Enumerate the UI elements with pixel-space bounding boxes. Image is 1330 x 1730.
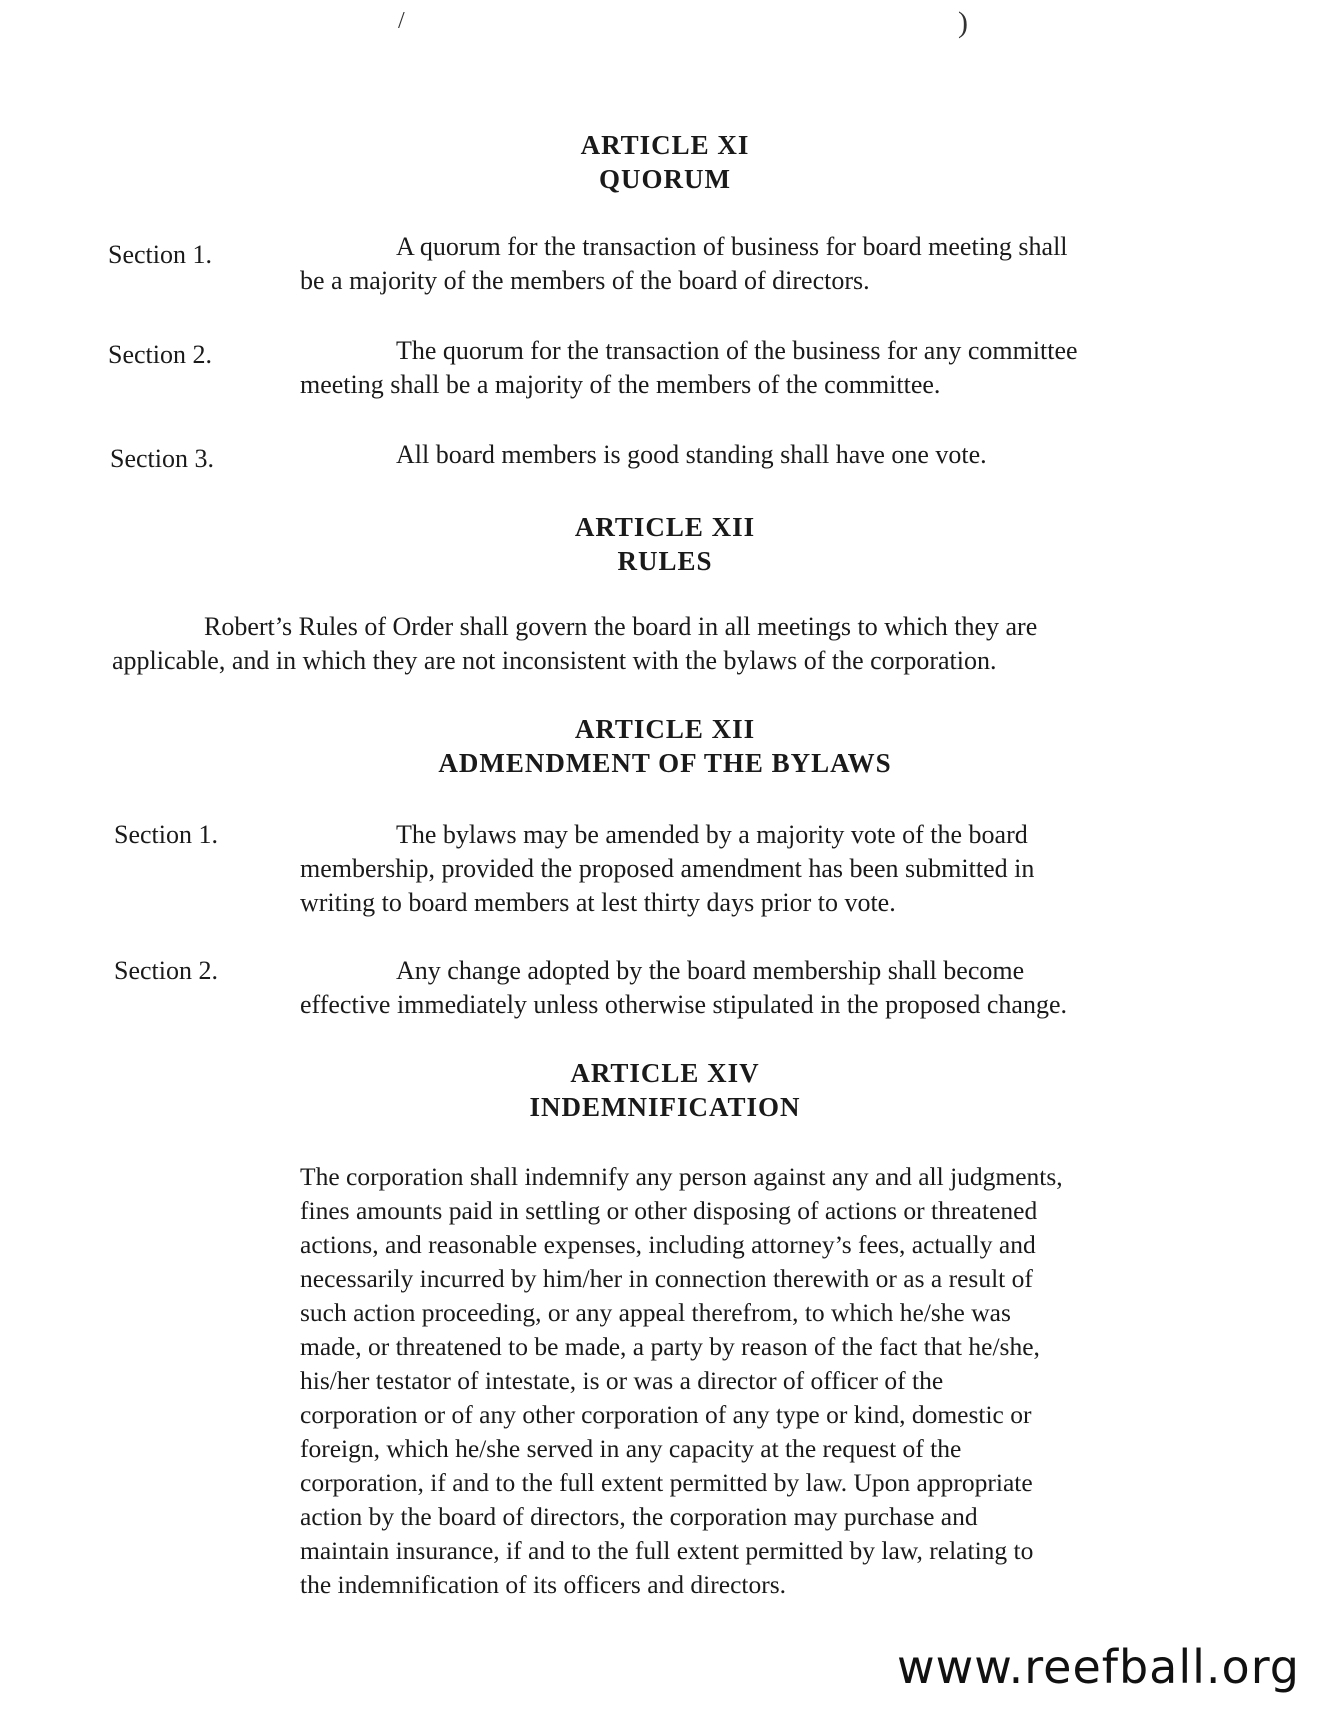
article-xii-amend-title: ARTICLE XII	[574, 714, 756, 744]
text-line: foreign, which he/she served in any capacity at the request of the	[300, 1434, 962, 1463]
section-label: Section 3.	[110, 444, 214, 473]
text-line: be a majority of the members of the board of directors.	[300, 266, 870, 295]
text-line: maintain insurance, if and to the full extent permitted by law, relating to	[300, 1536, 1034, 1565]
article-xii-subtitle: RULES	[617, 546, 713, 576]
scan-mark: /	[398, 8, 405, 34]
section-label: Section 2.	[114, 956, 218, 985]
section-label: Section 1.	[114, 820, 218, 849]
section-text	[300, 818, 1034, 920]
text-line: writing to board members at lest thirty days prior to vote.	[300, 888, 896, 917]
text-line: The quorum for the transaction of the business for any committee	[396, 336, 1078, 365]
text-line: the indemnification of its officers and directors.	[300, 1570, 787, 1599]
text-line: effective immediately unless otherwise stipulated in the proposed change.	[300, 990, 1068, 1019]
text-line: corporation or of any other corporation of any type or kind, domestic or	[300, 1400, 1032, 1429]
article-xiv-title: ARTICLE XIV	[570, 1058, 760, 1088]
section-text	[300, 334, 1078, 402]
section-text	[300, 954, 1067, 1022]
section-label: Section 1.	[108, 240, 212, 269]
indemnification-paragraph	[300, 1160, 1063, 1602]
text-line: The bylaws may be amended by a majority vote of the board	[396, 820, 1028, 849]
text-line: All board members is good standing shall have one vote.	[396, 440, 987, 469]
text-line: such action proceeding, or any appeal therefrom, to which he/she was	[300, 1298, 1011, 1327]
text-line: made, or threatened to be made, a party by reason of the fact that he/she,	[300, 1332, 1040, 1361]
text-line: corporation, if and to the full extent permitted by law. Upon appropriate	[300, 1468, 1033, 1497]
text-line: necessarily incurred by him/her in connection therewith or as a result of	[300, 1264, 1033, 1293]
section-text	[300, 230, 1068, 298]
text-line: action by the board of directors, the corporation may purchase and	[300, 1502, 978, 1531]
text-line: The corporation shall indemnify any person against any and all judgments,	[300, 1162, 1063, 1191]
text-line: his/her testator of intestate, is or was a director of officer of the	[300, 1366, 944, 1395]
text-line: applicable, and in which they are not inconsistent with the bylaws of the corporation.	[112, 646, 997, 675]
text-line: meeting shall be a majority of the members of the committee.	[300, 370, 941, 399]
section-label: Section 2.	[108, 340, 212, 369]
text-line: fines amounts paid in settling or other disposing of actions or threatened	[300, 1196, 1038, 1225]
article-xi-title: ARTICLE XI	[580, 130, 750, 160]
text-line: Robert’s Rules of Order shall govern the board in all meetings to which they are	[204, 612, 1038, 641]
text-line: A quorum for the transaction of business for board meeting shall	[396, 232, 1068, 261]
footer-url: www.reefball.org	[897, 1640, 1300, 1694]
rules-paragraph	[112, 610, 1037, 678]
article-xii-title: ARTICLE XII	[574, 512, 756, 542]
scan-mark: )	[958, 6, 968, 39]
article-xi-subtitle: QUORUM	[599, 164, 731, 194]
text-line: Any change adopted by the board membership shall become	[396, 956, 1025, 985]
text-line: membership, provided the proposed amendment has been submitted in	[300, 854, 1035, 883]
section-text	[300, 438, 987, 472]
article-xiv-subtitle: INDEMNIFICATION	[529, 1092, 801, 1122]
article-xii-amend-subtitle: ADMENDMENT OF THE BYLAWS	[438, 748, 892, 778]
text-line: actions, and reasonable expenses, including attorney’s fees, actually and	[300, 1230, 1036, 1259]
